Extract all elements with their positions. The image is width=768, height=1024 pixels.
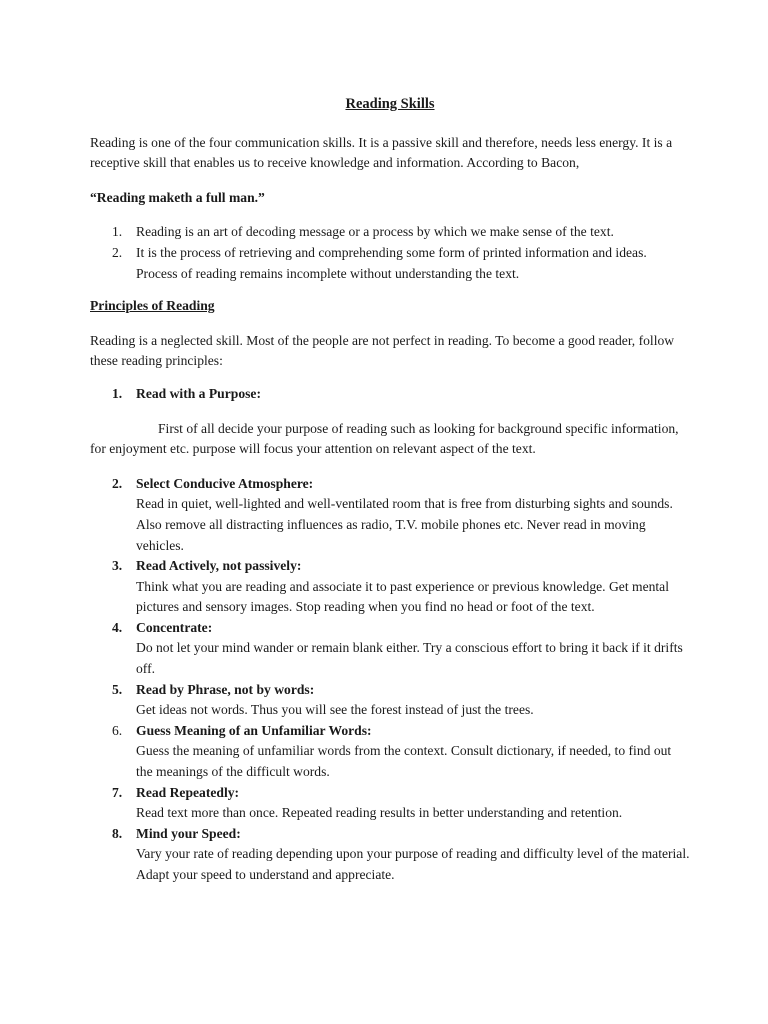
definition-text: It is the process of retrieving and comprehending some form of printed information and ideas. Process of reading remains incomplete without understanding the text. <box>136 244 647 281</box>
definition-text: Reading is an art of decoding message or a process by which we make sense of the text. <box>136 224 614 240</box>
principle-number: 7. <box>112 784 123 800</box>
principle-number: 3. <box>112 558 123 574</box>
principle-1-body: First of all decide your purpose of reading such as looking for background specific information, for enjoyment etc. purpose will focus your attention on relevant aspect of the text. <box>90 420 679 457</box>
principle-title: Read Actively, not passively: <box>136 558 302 574</box>
principle-title: Read Repeatedly: <box>136 784 240 800</box>
principle-title: Select Conducive Atmosphere: <box>136 475 314 491</box>
principle-body: Vary your rate of reading depending upon your purpose of reading and difficulty level of the material. Adapt your speed to understand and appreciate. <box>136 846 690 882</box>
principle-body: Read in quiet, well-lighted and well-ventilated room that is free from disturbing sights and sounds. Also remove all distracting influences as radio, T.V. mobile phones etc. Never read in moving vehicles. <box>136 496 673 553</box>
principles-list <box>90 474 690 886</box>
principle-number: 1. <box>112 385 123 401</box>
principle-item <box>90 618 690 680</box>
definition-item <box>90 243 690 284</box>
principle-item <box>90 680 690 721</box>
principle-body: Read text more than once. Repeated reading results in better understanding and retention. <box>136 805 623 821</box>
principle-item <box>90 824 690 886</box>
principle-item <box>90 474 690 556</box>
principle-body: Think what you are reading and associate it to past experience or previous knowledge. Get mental pictures and sensory images. Stop reading when you find no head or foot of the text. <box>136 578 669 615</box>
principle-item <box>90 556 690 618</box>
principle-number: 6. <box>112 722 123 738</box>
principle-title: Read by Phrase, not by words: <box>136 681 315 697</box>
definition-list <box>90 222 690 284</box>
intro-paragraph: Reading is one of the four communication skills. It is a passive skill and therefore, needs less energy. It is a receptive skill that enables us to receive knowledge and information. According to Bacon, <box>90 134 673 171</box>
principle-number: 4. <box>112 619 123 635</box>
definition-number: 1. <box>112 224 123 240</box>
principle-title: Guess Meaning of an Unfamiliar Words: <box>136 722 372 738</box>
principle-item <box>90 384 690 405</box>
principles-intro: Reading is a neglected skill. Most of the people are not perfect in reading. To become a good reader, follow these reading principles: <box>90 332 675 369</box>
principle-body: Get ideas not words. Thus you will see the forest instead of just the trees. <box>136 702 534 718</box>
principle-body: Guess the meaning of unfamiliar words from the context. Consult dictionary, if needed, to find out the meanings of the difficult words. <box>136 743 672 780</box>
principle-title: Concentrate: <box>136 619 213 635</box>
definition-item <box>90 222 690 243</box>
principle-number: 5. <box>112 681 123 697</box>
principle-item <box>90 721 690 783</box>
principle-body: Do not let your mind wander or remain blank either. Try a conscious effort to bring it back if it drifts off. <box>136 640 683 677</box>
document-page <box>90 94 690 898</box>
bacon-quote: “Reading maketh a full man.” <box>90 189 265 205</box>
principle-title: Read with a Purpose: <box>136 385 261 401</box>
definition-number: 2. <box>112 244 123 260</box>
principle-number: 2. <box>112 475 123 491</box>
principle-item <box>90 783 690 824</box>
principle-title: Mind your Speed: <box>136 825 241 841</box>
principle-1 <box>90 384 690 405</box>
principle-number: 8. <box>112 825 123 841</box>
document-title: Reading Skills <box>345 96 435 112</box>
principles-heading: Principles of Reading <box>90 298 215 314</box>
